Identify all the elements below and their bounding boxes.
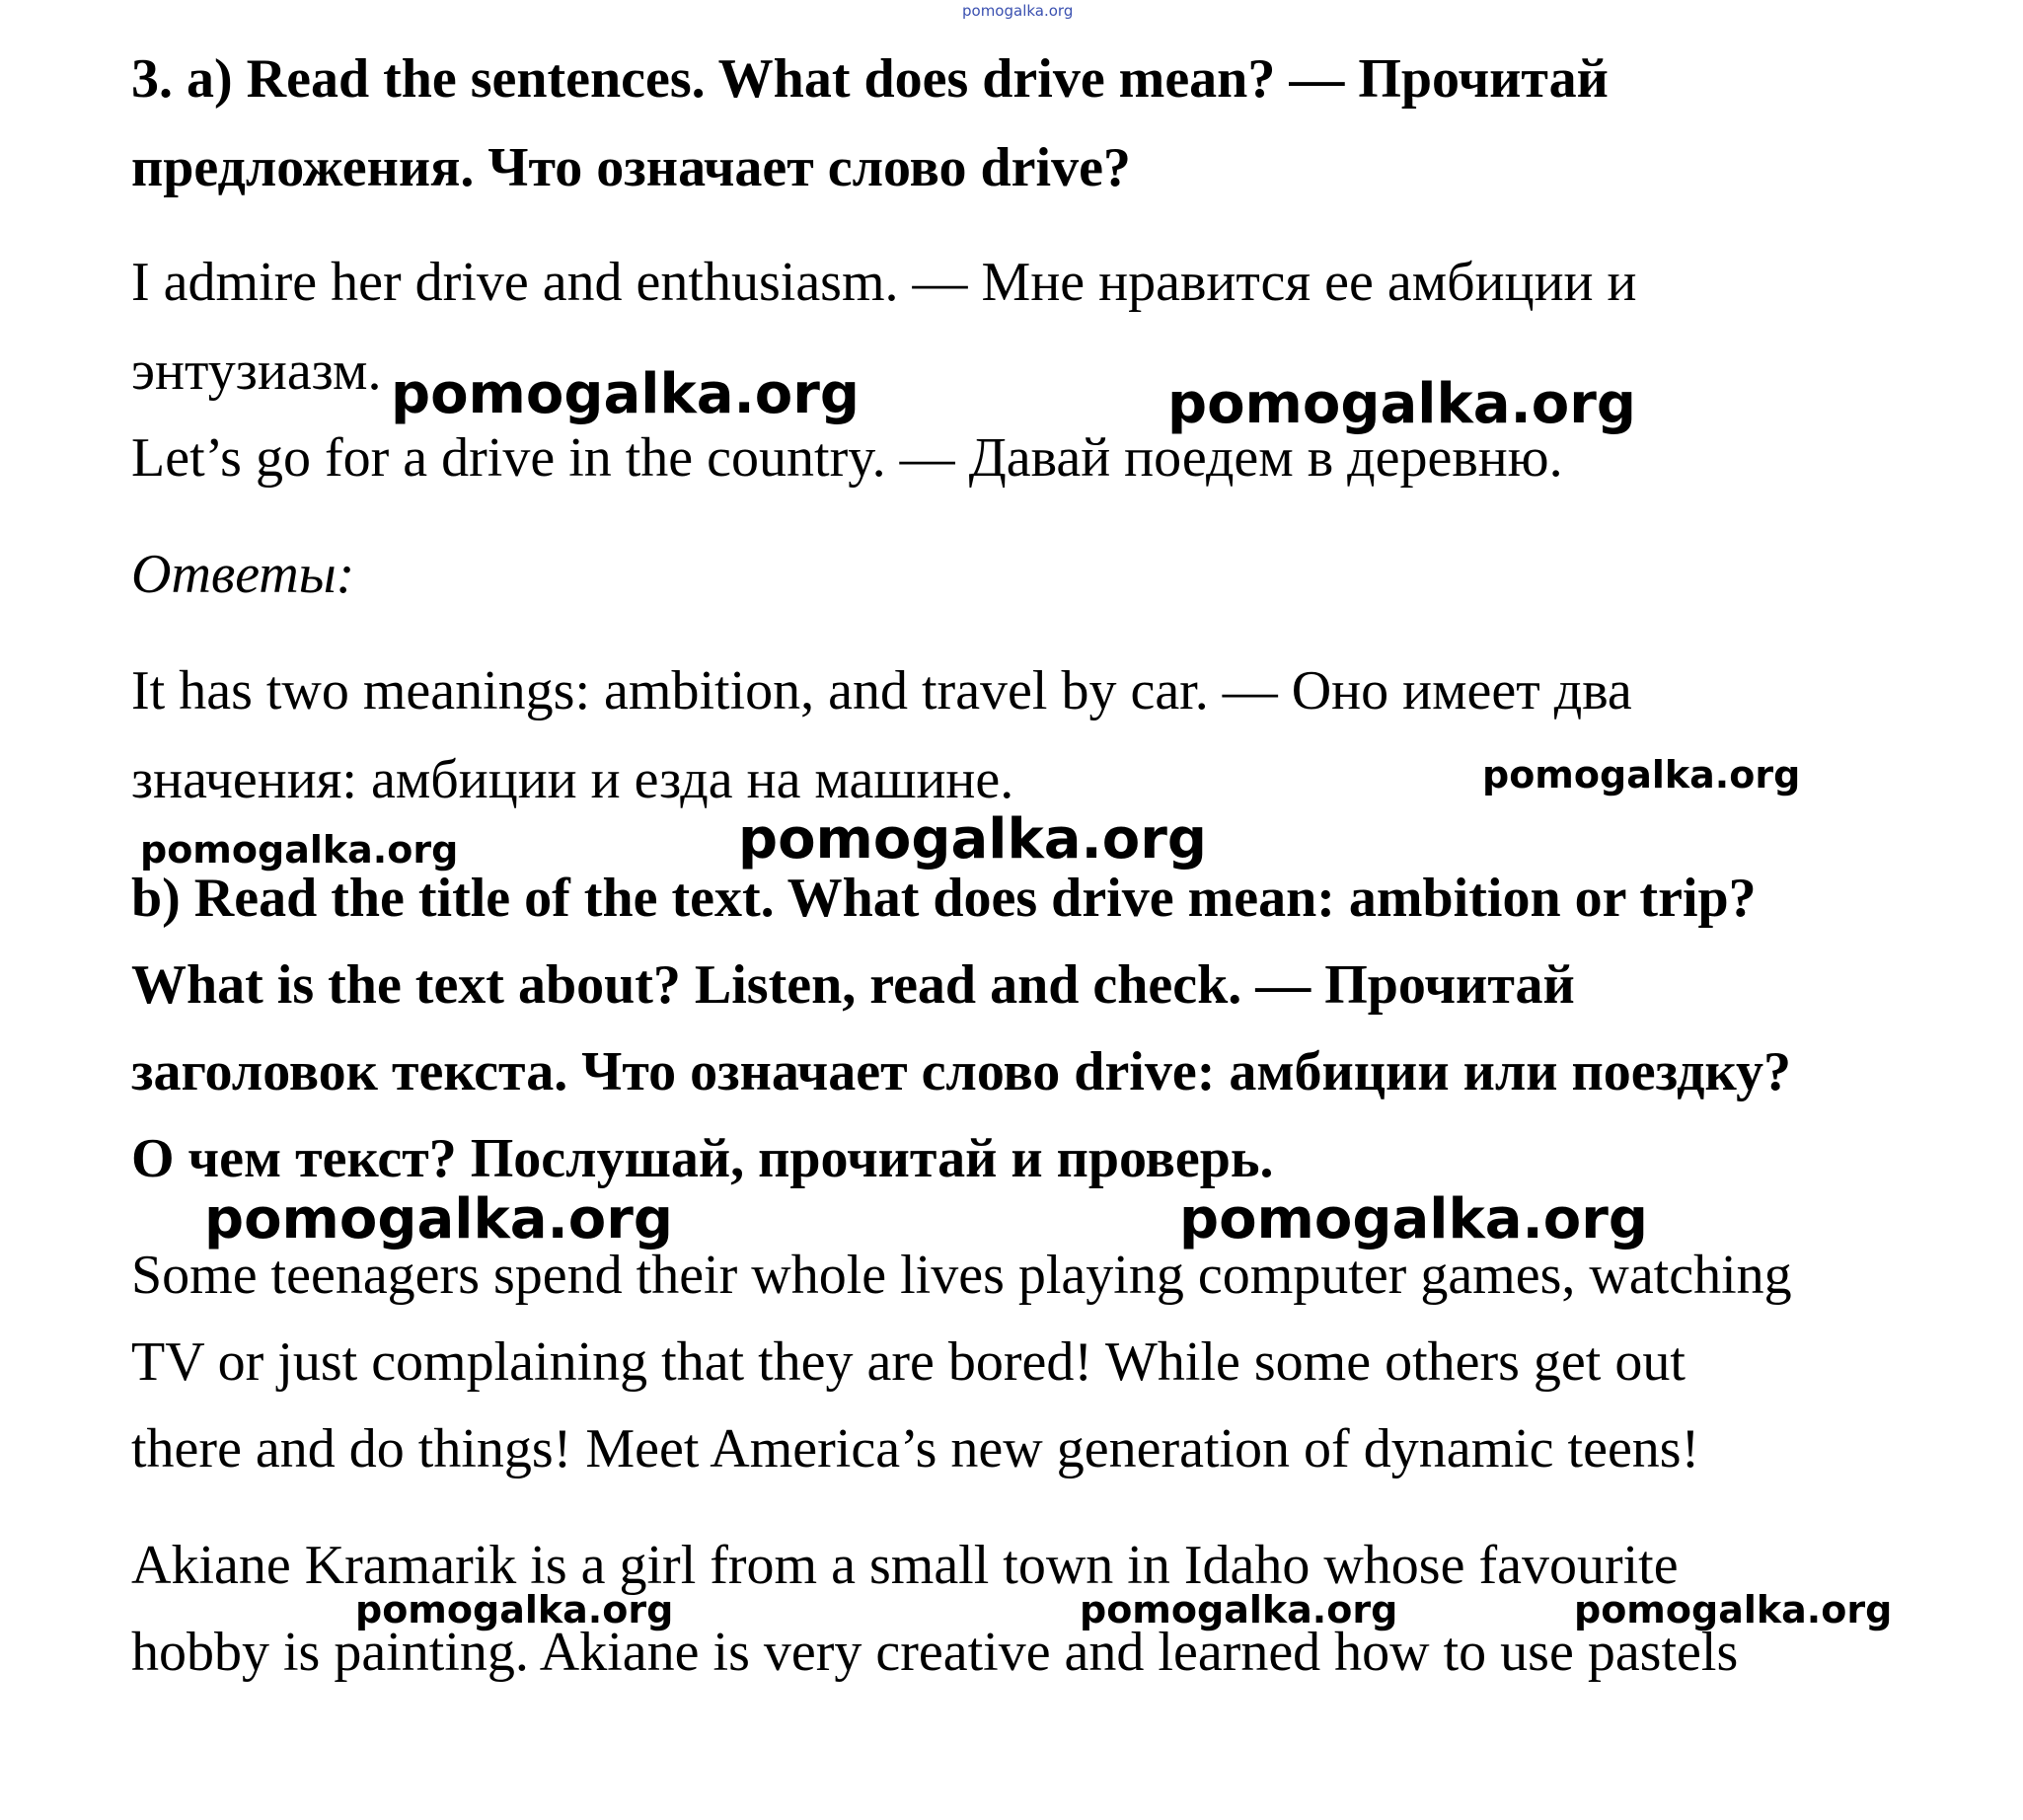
task-b-heading-line-4: О чем текст? Послушай, прочитай и проверь. [131,1128,1274,1189]
task-b-heading-line-1: b) Read the title of the text. What does drive mean: ambition or trip? [131,868,1757,929]
watermark: pomogalka.org [1482,753,1801,796]
watermark: pomogalka.org [1167,372,1636,436]
watermark: pomogalka.org [204,1187,673,1251]
paragraph-1-line-1: Some teenagers spend their whole lives playing computer games, watching [131,1245,1792,1306]
watermark: pomogalka.org [1179,1187,1648,1251]
paragraph-2-line-1: Akiane Kramarik is a girl from a small town in Idaho whose favourite [131,1535,1679,1596]
answers-label: Ответы: [131,544,355,605]
watermark: pomogalka.org [140,828,459,872]
task-a-heading-line-1: 3. a) Read the sentences. What does drive mean? — Прочитай [131,48,1609,110]
paragraph-1-line-3: there and do things! Meet America’s new generation of dynamic teens! [131,1418,1700,1479]
sentence-2: Let’s go for a drive in the country. — Давай поедем в деревню. [131,427,1563,489]
task-a-heading-line-2: предложения. Что означает слово drive? [131,137,1131,198]
sentence-1-line-1: I admire her drive and enthusiasm. — Мне нравится ее амбиции и [131,252,1637,313]
sentence-1-line-2: энтузиазм. [131,341,382,402]
watermark: pomogalka.org [738,807,1207,872]
watermark: pomogalka.org [391,362,860,426]
paragraph-1-line-2: TV or just complaining that they are bored! While some others get out [131,1331,1686,1393]
watermark: pomogalka.org [1080,1588,1398,1631]
watermark: pomogalka.org [355,1588,674,1631]
answer-line-1: It has two meanings: ambition, and travel by car. — Оно имеет два [131,660,1632,721]
task-b-heading-line-3: заголовок текста. Что означает слово drive: амбиции или поездку? [131,1041,1791,1102]
answer-line-2: значения: амбиции и езда на машине. [131,749,1014,810]
task-b-heading-line-2: What is the text about? Listen, read and check. — Прочитай [131,954,1575,1016]
watermark: pomogalka.org [1574,1588,1893,1631]
paragraph-2-line-2: hobby is painting. Akiane is very creative and learned how to use pastels [131,1622,1739,1683]
site-mark[interactable]: pomogalka.org [962,2,1074,20]
